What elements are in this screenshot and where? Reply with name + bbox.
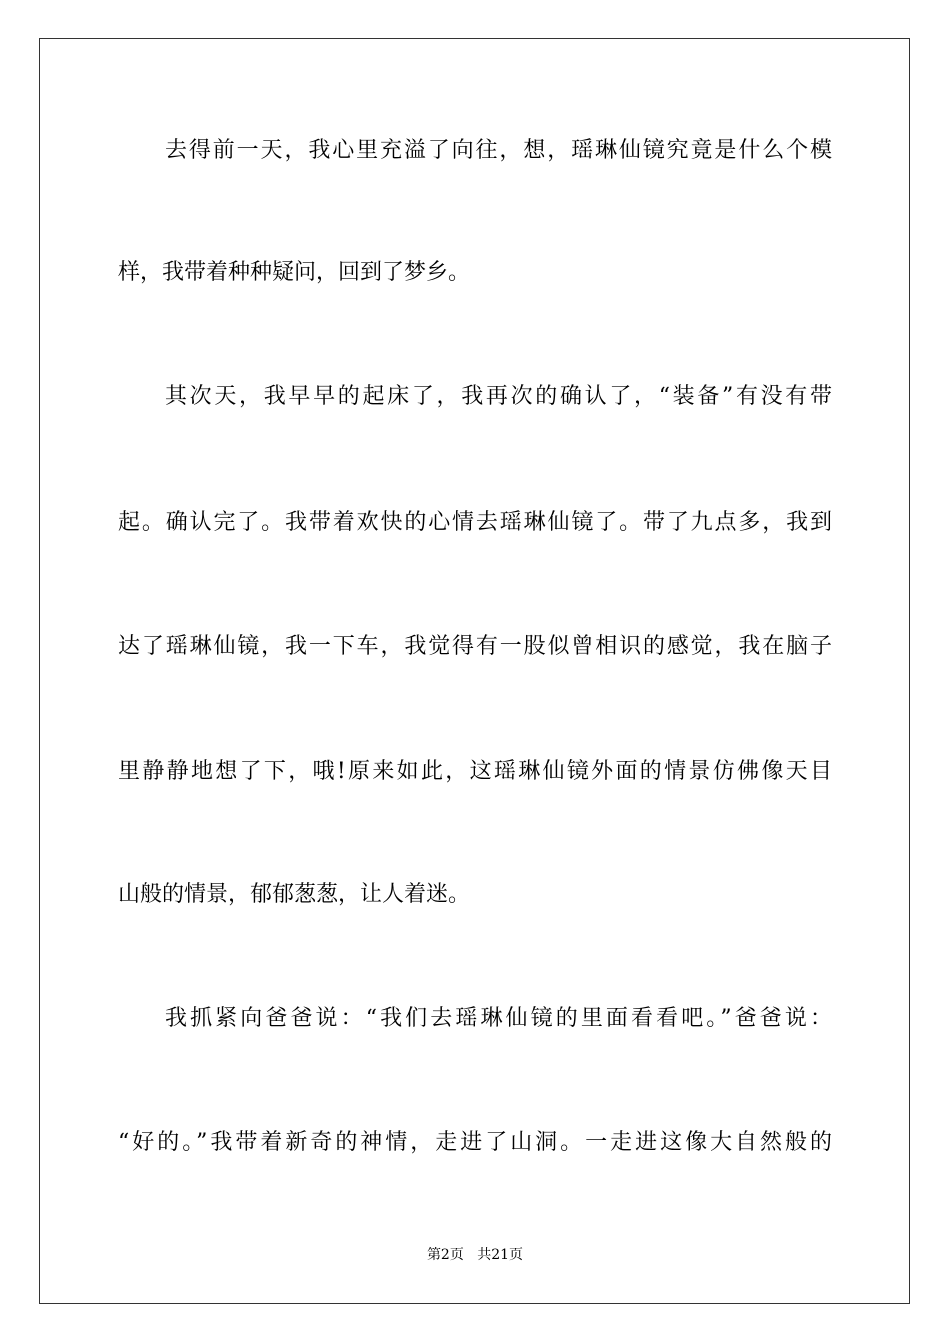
paragraph-line: 山般的情景，郁郁葱葱，让人着迷。: [118, 882, 471, 907]
page-number: 第2页: [426, 1247, 464, 1263]
paragraph-line: 起。确认完了。我带着欢快的心情去瑶琳仙镜了。带了九点多，我到: [118, 510, 832, 535]
page-footer: [0, 1245, 950, 1265]
paragraph-line: 去得前一天，我心里充溢了向往，想，瑶琳仙镜究竟是什么个模: [165, 138, 832, 163]
page-border: [39, 38, 910, 1304]
paragraph-line: 样，我带着种种疑问，回到了梦乡。: [118, 260, 471, 285]
page-total: 共21页: [477, 1247, 524, 1263]
paragraph-line: 里静静地想了下，哦!原来如此，这瑶琳仙镜外面的情景仿佛像天目: [118, 759, 832, 784]
footer-spacer: [464, 1247, 477, 1263]
paragraph-line: 我抓紧向爸爸说：“我们去瑶琳仙镜的里面看看吧。”爸爸说：: [165, 1006, 832, 1031]
paragraph-line: 达了瑶琳仙镜，我一下车，我觉得有一股似曾相识的感觉，我在脑子: [118, 634, 832, 659]
paragraph-line: “好的。”我带着新奇的神情，走进了山洞。一走进这像大自然般的: [118, 1130, 832, 1155]
paragraph-line: 其次天，我早早的起床了，我再次的确认了，“装备”有没有带: [165, 384, 832, 409]
